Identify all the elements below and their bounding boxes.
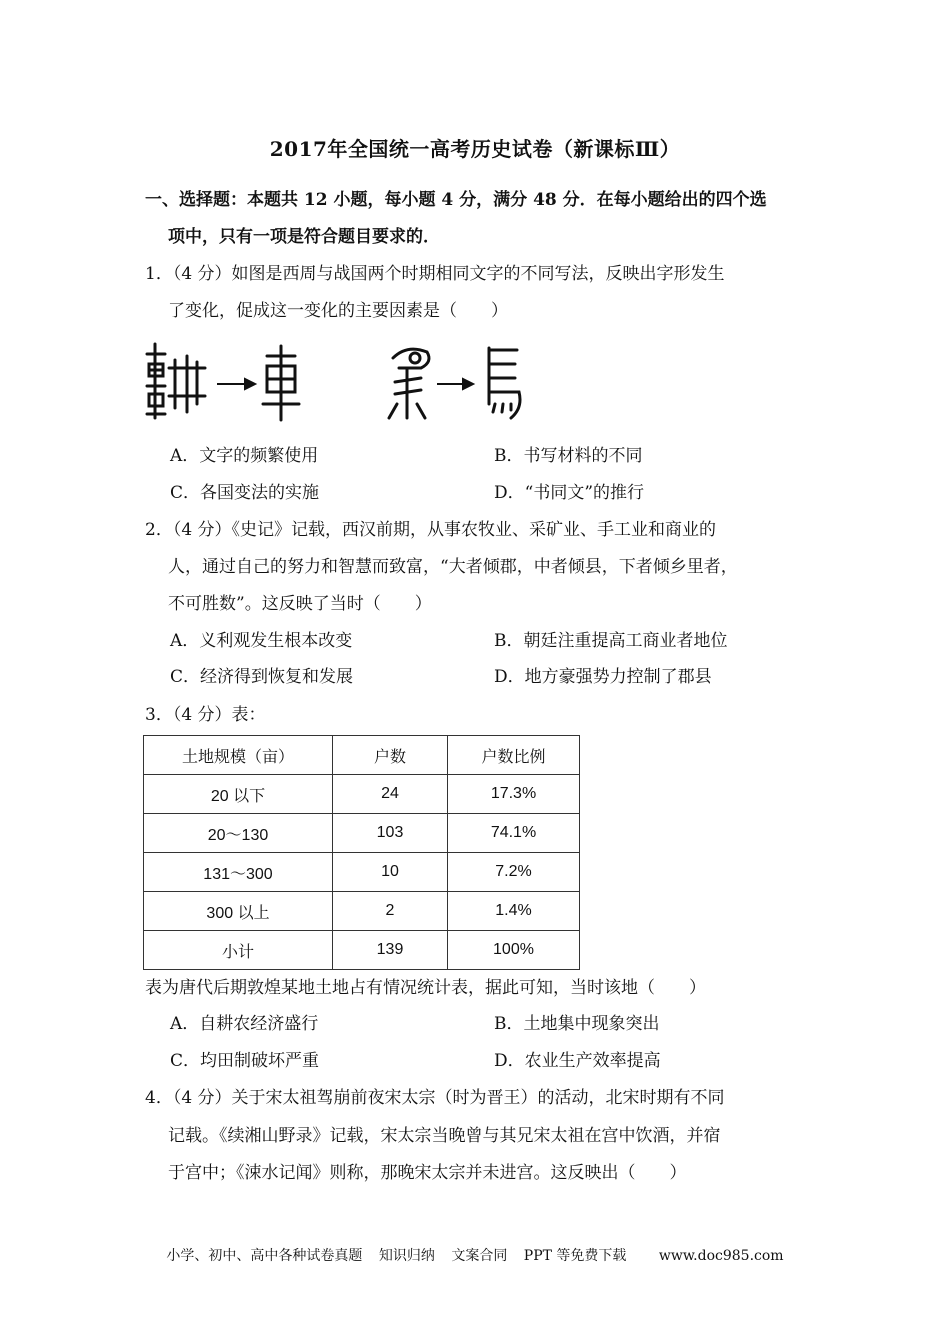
q4-stem-line3: 于宫中；《涑水记闻》则称，那晚宋太宗并未进宫。这反映出（ ） <box>168 1163 687 1183</box>
table-cell: 131～300 <box>144 853 333 892</box>
q2-stem-line1: 2．（4 分）《史记》记载，西汉前期，从事农牧业、采矿业、手工业和商业的 <box>145 520 717 540</box>
q2-option-a: A．义利观发生根本改变 <box>170 631 353 651</box>
table-header-row <box>144 736 580 775</box>
q2-option-d: D．地方豪强势力控制了郡县 <box>494 667 712 687</box>
q2-option-b: B．朝廷注重提高工商业者地位 <box>494 631 728 651</box>
warring-states-che-glyph <box>263 346 299 420</box>
q4-stem-line2: 记载。《续湘山野录》记载，宋太宗当晚曾与其兄宋太祖在宫中饮酒，并宿 <box>168 1126 721 1146</box>
footer-text: 文案合同 <box>451 1248 508 1264</box>
table-cell: 24 <box>333 775 448 814</box>
q3-option-b: B．土地集中现象突出 <box>494 1014 660 1034</box>
warring-states-ma-glyph <box>489 348 520 418</box>
table-cell: 103 <box>333 814 448 853</box>
q3-option-a: A．自耕农经济盛行 <box>170 1014 319 1034</box>
page-footer <box>0 1245 950 1265</box>
table-header-cell: 户数 <box>333 736 448 775</box>
table-cell: 17.3% <box>448 775 580 814</box>
footer-text: 知识归纳 <box>378 1248 435 1264</box>
q1-option-b: B．书写材料的不同 <box>494 446 643 466</box>
page-title: 2017年全国统一高考历史试卷（新课标Ⅲ） <box>269 137 681 161</box>
western-zhou-ma-glyph <box>389 349 429 418</box>
table-row <box>144 775 580 814</box>
section-heading-line2: 项中，只有一项是符合题目要求的． <box>168 227 440 247</box>
q3-option-c: C．均田制破坏严重 <box>170 1051 320 1071</box>
table-cell: 74.1% <box>448 814 580 853</box>
q2-option-c: C．经济得到恢复和发展 <box>170 667 354 687</box>
section-heading-line1: 一、选择题：本题共 12 小题，每小题 4 分，满分 48 分．在每小题给出的四个选 <box>145 190 767 210</box>
q1-stem-line2: 了变化，促成这一变化的主要因素是（ ） <box>168 301 508 321</box>
ancient-characters-figure <box>145 338 535 428</box>
arrow-icon <box>217 379 255 389</box>
footer-text: PPT 等免费下载 <box>523 1248 627 1264</box>
footer-url-link[interactable]: www.doc985.com <box>658 1248 784 1264</box>
q1-stem-line1: 1．（4 分）如图是西周与战国两个时期相同文字的不同写法，反映出字形发生 <box>145 264 725 284</box>
table-header-cell: 土地规模（亩） <box>144 736 333 775</box>
table-row <box>144 814 580 853</box>
q3-stem-after-table: 表为唐代后期敦煌某地土地占有情况统计表，据此可知，当时该地（ ） <box>145 978 706 998</box>
table-header-cell: 户数比例 <box>448 736 580 775</box>
q2-stem-line2: 人，通过自己的努力和智慧而致富，“大者倾郡，中者倾县，下者倾乡里者， <box>168 557 738 577</box>
table-cell: 2 <box>333 892 448 931</box>
table-cell: 1.4% <box>448 892 580 931</box>
table-row <box>144 931 580 970</box>
q4-stem-line1: 4．（4 分）关于宋太祖驾崩前夜宋太宗（时为晋王）的活动，北宋时期有不同 <box>145 1088 725 1108</box>
q1-option-a: A．文字的频繁使用 <box>170 446 319 466</box>
arrow-icon <box>437 379 473 389</box>
western-zhou-che-glyph <box>147 344 205 418</box>
q1-option-d: D．“书同文”的推行 <box>494 483 645 503</box>
table-cell: 10 <box>333 853 448 892</box>
table-cell: 20 以下 <box>144 775 333 814</box>
table-row <box>144 853 580 892</box>
q3-stem-line1: 3．（4 分）表： <box>145 705 266 725</box>
table-cell: 20～130 <box>144 814 333 853</box>
table-cell: 139 <box>333 931 448 970</box>
table-cell: 100% <box>448 931 580 970</box>
q2-stem-line3: 不可胜数”。这反映了当时（ ） <box>168 594 432 614</box>
footer-text: 小学、初中、高中各种试卷真题 <box>166 1248 363 1264</box>
table-cell: 小计 <box>144 931 333 970</box>
q1-option-c: C．各国变法的实施 <box>170 483 320 503</box>
table-cell: 300 以上 <box>144 892 333 931</box>
table-row <box>144 892 580 931</box>
q3-option-d: D．农业生产效率提高 <box>494 1051 661 1071</box>
land-holdings-table <box>143 735 580 970</box>
table-cell: 7.2% <box>448 853 580 892</box>
